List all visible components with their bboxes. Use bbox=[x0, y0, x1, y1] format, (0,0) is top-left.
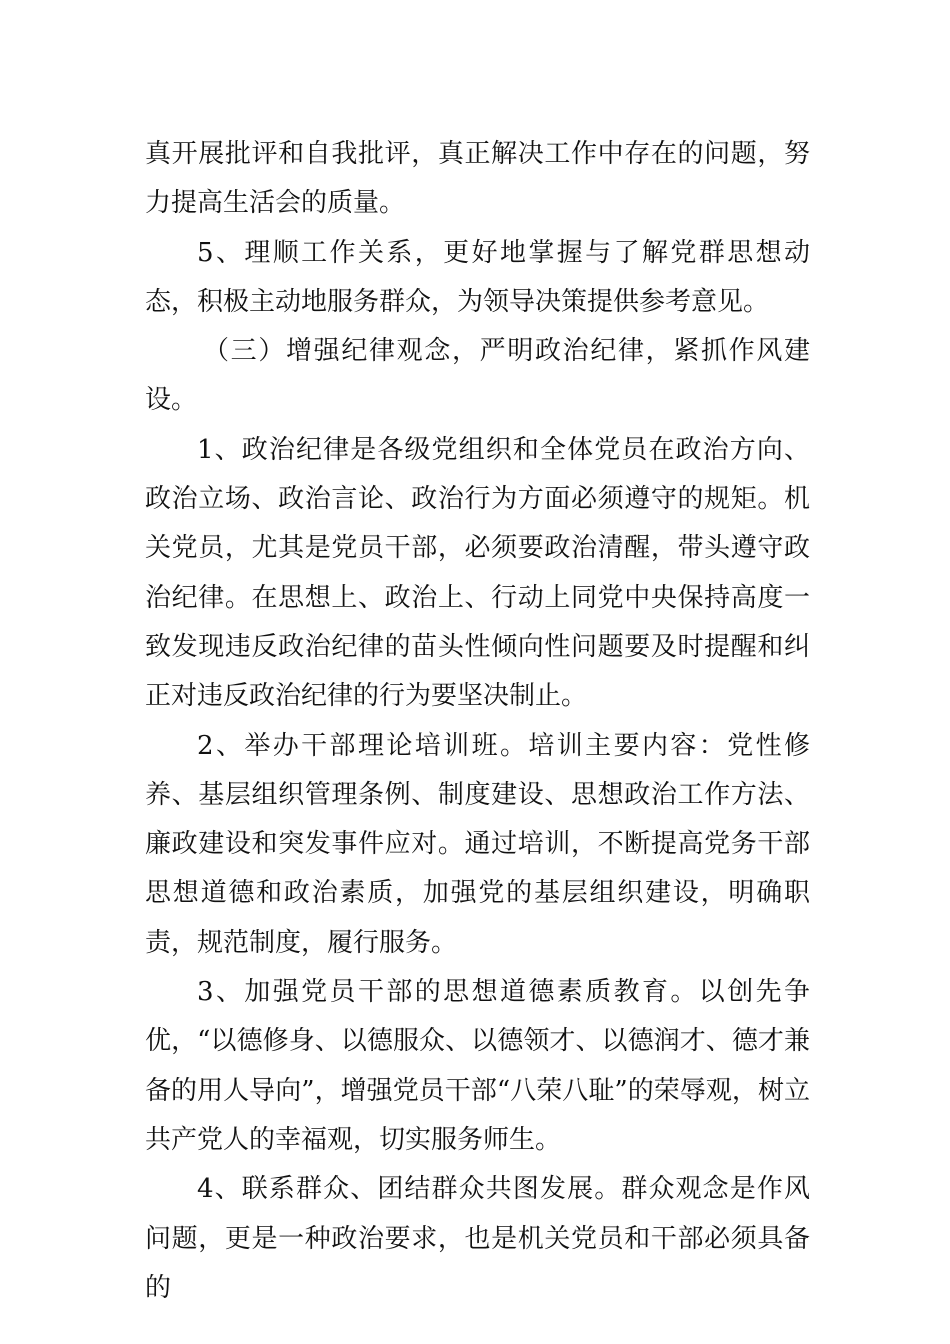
paragraph-item-4: 4、联系群众、团结群众共图发展。群众观念是作风问题，更是一种政治要求，也是机关党员和干部必须具备的 bbox=[145, 1174, 810, 1303]
paragraph-item-1: 1、政治纪律是各级党组织和全体党员在政治方向、政治立场、政治言论、政治行为方面必须遵守的规矩。机关党员，尤其是党员干部，必须要政治清醒，带头遵守政治纪律。在思想上、政治上、行动上同党中央保持高度一致发现违反政治纪律的苗头性倾向性问题要及时提醒和纠正对违反政治纪律的行为要坚决制止。 bbox=[145, 434, 810, 712]
document-body bbox=[145, 130, 810, 1313]
paragraph-continuation: 真开展批评和自我批评，真正解决工作中存在的问题，努力提高生活会的质量。 bbox=[145, 139, 810, 219]
paragraph-item-3: 3、加强党员干部的思想道德素质教育。以创先争优，“以德修身、以德服众、以德领才、以德润才、德才兼备的用人导向”，增强党员干部“八荣八耻”的荣辱观，树立共产党人的幸福观，切实服务师生。 bbox=[145, 977, 810, 1155]
paragraph-item-2: 2、举办干部理论培训班。培训主要内容：党性修养、基层组织管理条例、制度建设、思想政治工作方法、廉政建设和突发事件应对。通过培训，不断提高党务干部思想道德和政治素质，加强党的基层组织建设，明确职责，规范制度，履行服务。 bbox=[145, 730, 810, 958]
paragraph-item-5: 5、理顺工作关系，更好地掌握与了解党群思想动态，积极主动地服务群众，为领导决策提供参考意见。 bbox=[145, 237, 810, 317]
section-heading-3: （三）增强纪律观念，严明政治纪律，紧抓作风建设。 bbox=[145, 336, 810, 416]
